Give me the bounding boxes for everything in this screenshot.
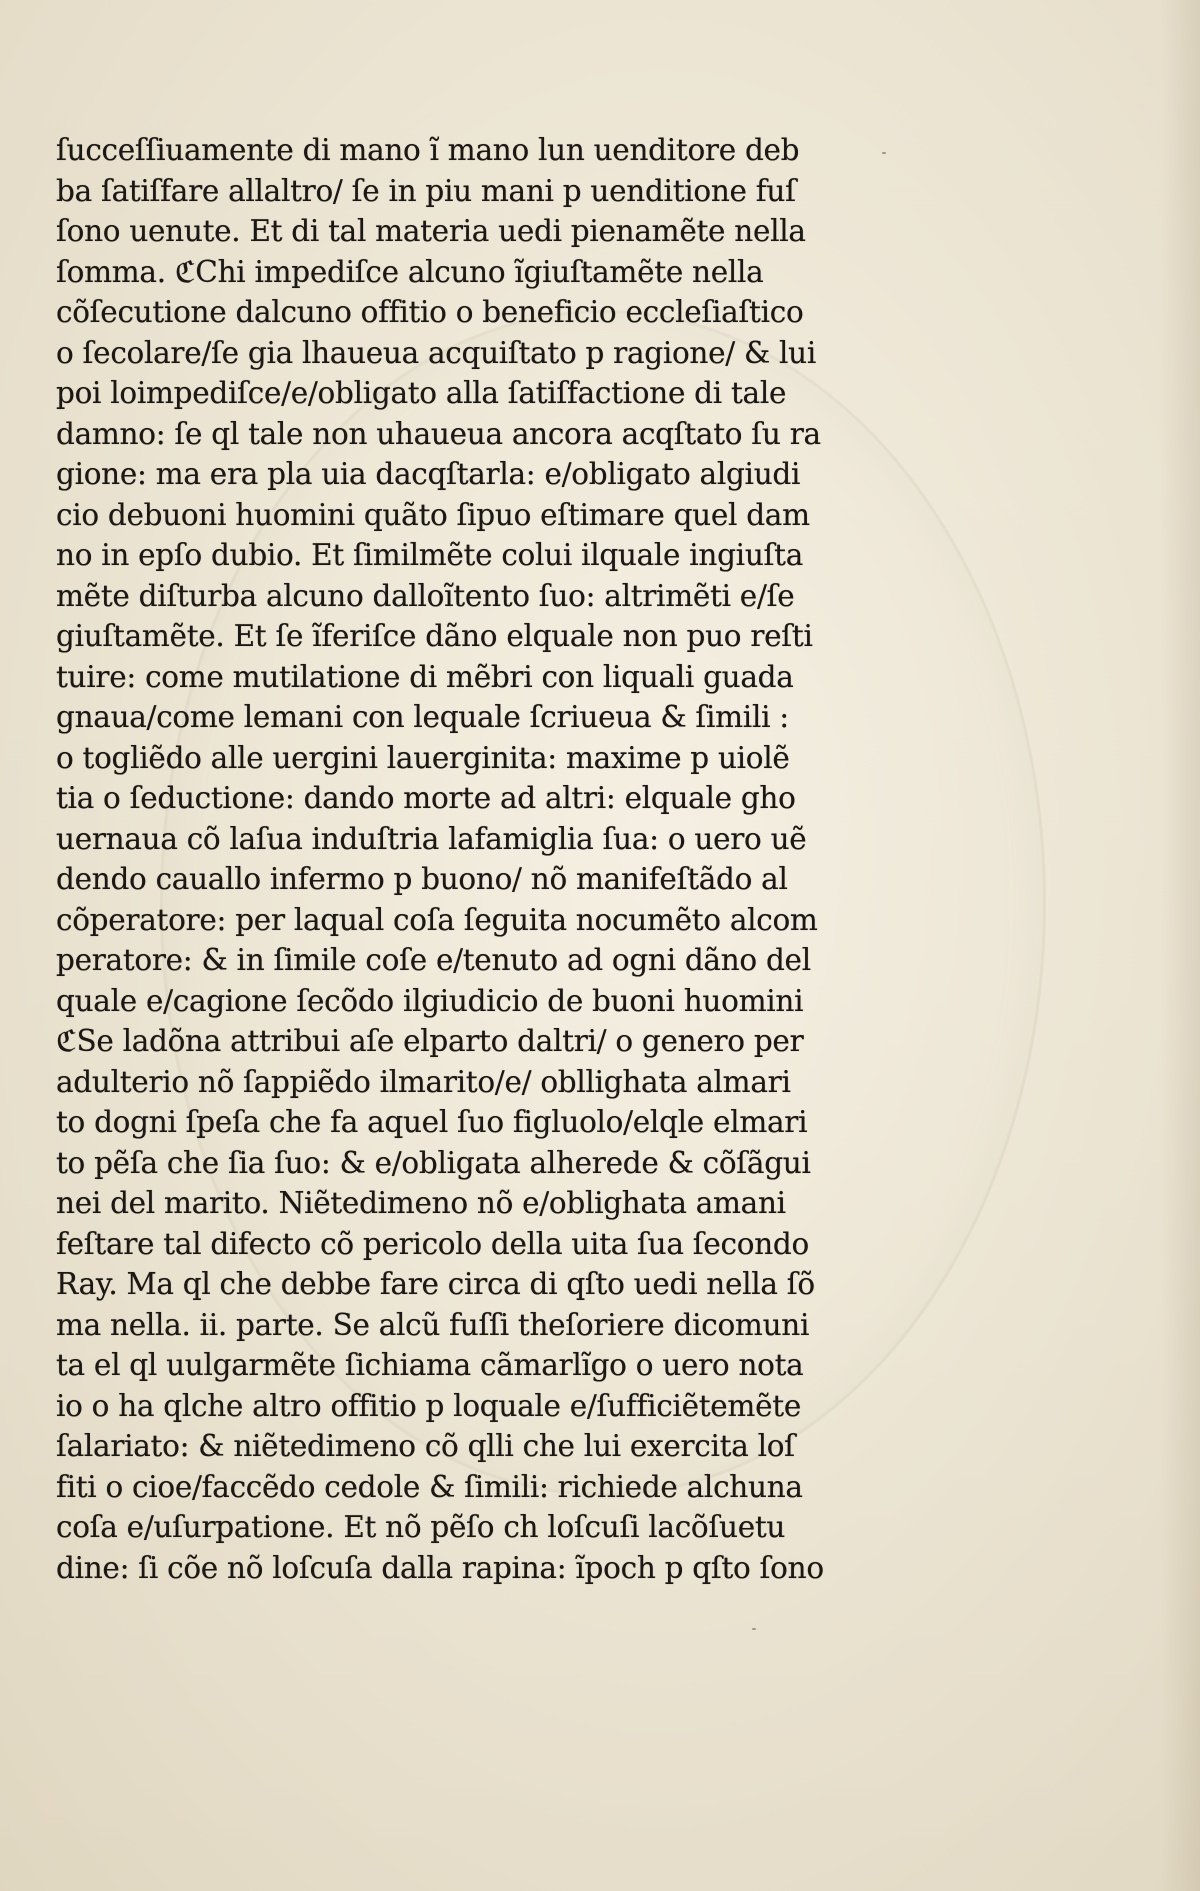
text-block [56,130,896,1588]
text-line: ſomma. ℭChi impediſce alcuno ĩgiuſtamẽte nella [56,254,764,289]
text-line: to dogni ſpeſa che fa aquel ſuo figluolo/elqle elmari [56,1105,808,1139]
text-line: ſono uenute. Et di tal materia uedi pienamẽte nella [56,214,806,248]
text-line: gione: ma era pla uia dacqſtarla: e/obligato algiudi [56,457,801,491]
text-line: uernaua cõ laſua induſtria lafamiglia ſua: o uero uẽ [56,821,807,856]
text-line: peratore: & in ſimile coſe e/tenuto ad ogni dãno del [56,943,811,977]
text-line: tia o ſeductione: dando morte ad altri: elquale gho [56,781,796,815]
text-line: to pẽſa che ſia ſuo: & e/obligata alherede & cõſãgui [56,1145,811,1180]
text-line: tuire: come mutilatione di mẽbri con liquali guada [56,659,794,694]
text-line: giuſtamẽte. Et ſe ĩferiſce dãno elquale non puo reſti [56,619,813,653]
text-line: cõperatore: per laqual coſa ſeguita nocumẽto alcom [56,902,818,937]
text-line: io o ha qlche altro offitio p loquale e/ſufficiẽtemẽte [56,1388,801,1423]
text-line: ſucceſſiuamente di mano ĩ mano lun uenditore deb [56,133,800,167]
text-line: damno: ſe ql tale non uhaueua ancora acqſtato ſu ra [56,416,821,451]
text-line: adulterio nõ ſappiẽdo ilmarito/e/ obllighata almari [56,1064,791,1099]
text-line: quale e/cagione ſecõdo ilgiudicio de buoni huomini [56,983,804,1018]
text-line: coſa e/uſurpatione. Et nõ pẽſo ch loſcuſi lacõſuetu [56,1510,786,1544]
text-line: o togliẽdo alle uergini lauerginita: maxime p uiolẽ [56,740,790,775]
text-line: poi loimpediſce/e/obligato alla ſatiſfactione di tale [56,376,787,410]
text-line: gnaua/come lemani con lequale ſcriueua & ſimili : [56,700,789,734]
text-line: ba ſatiſfare allaltro/ ſe in piu mani p uenditione fuſ [56,173,796,208]
text-line: cio debuoni huomini quãto ſipuo eſtimare quel dam [56,497,810,532]
text-line: ſalariato: & niẽtedimeno cõ qlli che lui exercita loſ [56,1429,795,1463]
text-line: o ſecolare/ſe gia lhaueua acquiſtato p ragione/ & lui [56,335,816,370]
paper-speck [752,1628,756,1630]
text-line: feſtare tal difecto cõ pericolo della uita ſua ſecondo [56,1226,809,1261]
text-line: Ray. Ma ql che debbe fare circa di qſto uedi nella ſõ [56,1267,815,1301]
text-line: fiti o cioe/faccẽdo cedole & ſimili: richiede alchuna [56,1469,803,1504]
text-line: ℭSe ladõna attribui aſe elparto daltri/ o genero per [56,1024,804,1058]
text-line: dendo cauallo infermo p buono/ nõ manifeſtãdo al [56,862,788,896]
text-line: mẽte diſturba alcuno dalloĩtento ſuo: altrimẽti e/ſe [56,578,795,613]
paper-speck [882,152,886,154]
text-line: ta el ql uulgarmẽte ſichiama cãmarlĩgo o uero nota [56,1348,804,1382]
text-line: nei del marito. Niẽtedimeno nõ e/oblighata amani [56,1186,786,1220]
text-line: cõſecutione dalcuno offitio o beneficio eccleſiaſtico [56,295,804,329]
text-line: no in epſo dubio. Et ſimilmẽte colui ilquale ingiuſta [56,538,803,572]
text-line: ma nella. ii. parte. Se alcũ fuſſi theſoriere dicomuni [56,1307,810,1342]
page-edge-shadow [1160,0,1200,1891]
text-line: dine: ſi cõe nõ loſcuſa dalla rapina: ĩpoch p qſto ſono [56,1550,824,1585]
